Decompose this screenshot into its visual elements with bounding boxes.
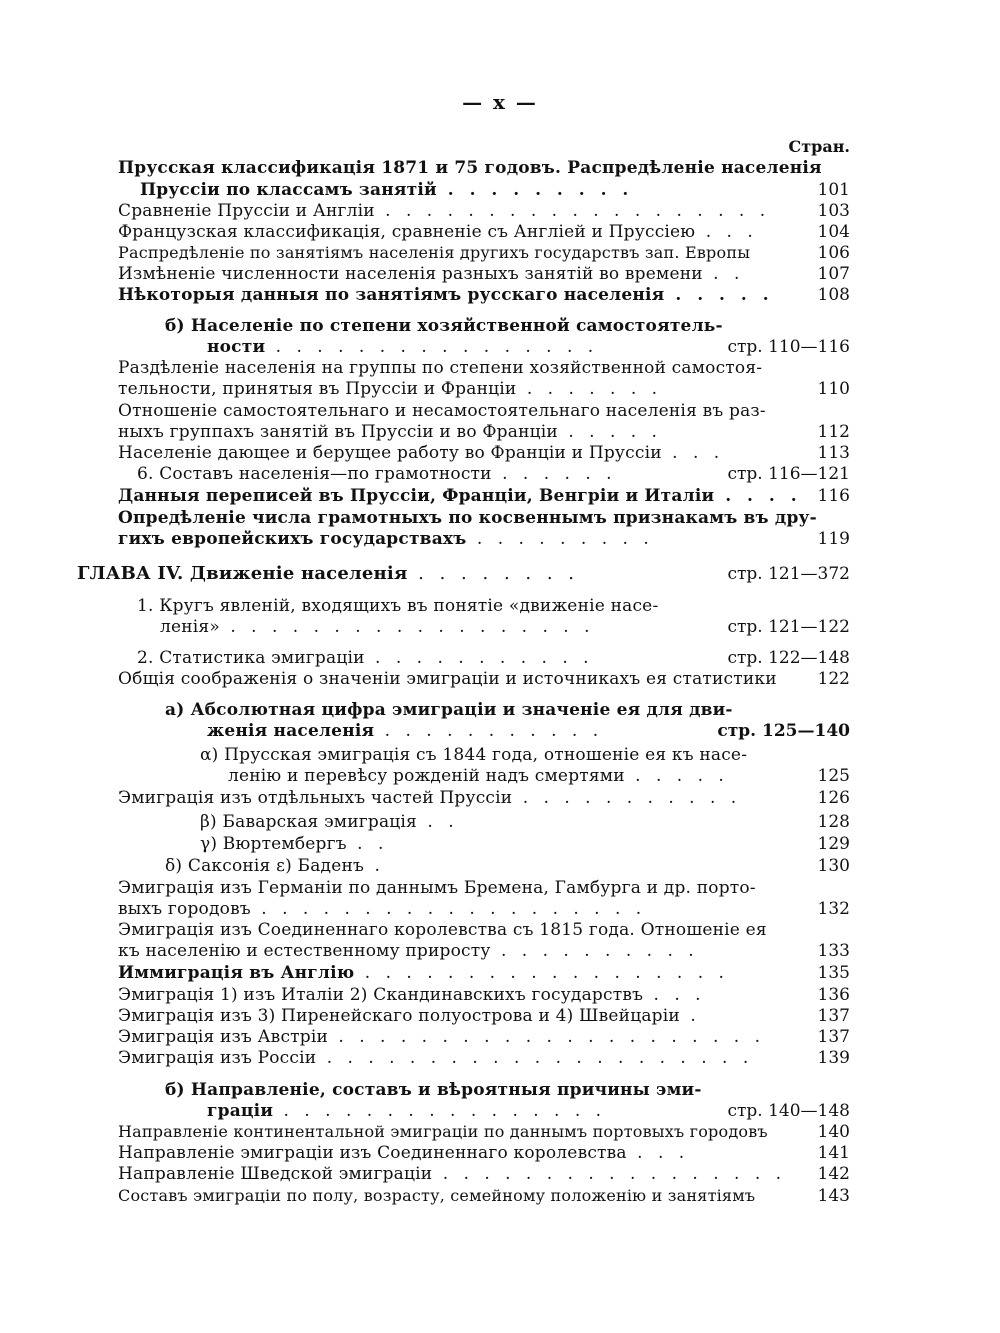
page-column-label: Стран. [788, 137, 850, 156]
toc-section-heading: ленія» . . . . . . . . . . . . . . . . . . [160, 617, 595, 637]
toc-page-number: 106 [817, 243, 850, 263]
toc-section-heading: б) Направленіе, составъ и вѣроятныя причины эми- [165, 1080, 702, 1100]
toc-page-number: 137 [817, 1027, 850, 1047]
toc-page-number: 125 [817, 766, 850, 786]
toc-entry-text: Направленіе эмиграціи изъ Соединеннаго королевства . . . [118, 1143, 690, 1163]
toc-page-number: 110 [817, 379, 850, 399]
toc-entry-text: Направленіе Шведской эмиграціи . . . . . . . . . . . . . . . . . [118, 1164, 787, 1184]
toc-entry-text: къ населенію и естественному приросту . . . . . . . . . . [118, 941, 699, 961]
toc-section-heading: б) Населеніе по степени хозяйственной самостоятель- [165, 316, 723, 336]
toc-entry-text: Сравненіе Пруссіи и Англіи . . . . . . . . . . . . . . . . . . . [118, 201, 771, 221]
toc-entry-text: выхъ городовъ . . . . . . . . . . . . . . . . . . . [118, 899, 647, 919]
toc-entry-text: Распредѣленіе по занятіямъ населенія другихъ государствъ зап. Европы [118, 243, 751, 262]
toc-page-number: 141 [817, 1143, 850, 1163]
toc-section-heading: а) Абсолютная цифра эмиграціи и значеніе ея для дви- [165, 700, 733, 720]
toc-entry-text: Эмиграція изъ Соединеннаго королевства съ 1815 года. Отношеніе ея [118, 920, 767, 940]
toc-entry-text: γ) Вюртембергъ . . [200, 834, 389, 854]
toc-entry-text: Эмиграція изъ отдѣльныхъ частей Пруссіи . . . . . . . . . . . [118, 788, 742, 808]
toc-page-number: 122 [817, 669, 850, 689]
toc-page-number: 130 [817, 856, 850, 876]
toc-page-number: 142 [817, 1164, 850, 1184]
toc-page-number: 132 [817, 899, 850, 919]
toc-section-heading: ности . . . . . . . . . . . . . . . . [207, 337, 599, 357]
toc-page-range: стр. 116—121 [727, 464, 850, 484]
toc-entry-text: Общія соображенія о значеніи эмиграціи и источникахъ ея статистики [118, 669, 777, 689]
toc-entry-text: Измѣненіе численности населенія разныхъ занятій во времени . . [118, 264, 745, 284]
toc-page-number: 137 [817, 1006, 850, 1026]
toc-entry-text: δ) Саксонія ε) Баденъ . [165, 856, 385, 876]
toc-page-number: 103 [817, 201, 850, 221]
toc-page-number: 135 [817, 963, 850, 983]
toc-entry-text: ныхъ группахъ занятій въ Пруссіи и во Франціи . . . . . [118, 422, 662, 442]
toc-entry-text: Эмиграція 1) изъ Италіи 2) Скандинавскихъ государствъ . . . [118, 985, 706, 1005]
toc-section-heading: 1. Кругъ явленій, входящихъ въ понятіе «движеніе насе- [137, 596, 659, 616]
toc-page-number: 139 [817, 1048, 850, 1068]
toc-entry-text: Иммиграція въ Англію . . . . . . . . . . . . . . . . . . [118, 963, 729, 983]
toc-entry-text: Прусская классификація 1871 и 75 годовъ. Распредѣленіе населенія [118, 158, 822, 178]
toc-page-range: стр. 110—116 [727, 337, 850, 357]
toc-page-number: 107 [817, 264, 850, 284]
toc-page-number: 119 [817, 529, 850, 549]
toc-page-number: 129 [817, 834, 850, 854]
toc-page-number: 126 [817, 788, 850, 808]
toc-entry-text: Пруссіи по классамъ занятій . . . . . . . . . [140, 180, 634, 200]
toc-page-number: 104 [817, 222, 850, 242]
toc-entry-text: Раздѣленіе населенія на группы по степени хозяйственной самостоя- [118, 358, 763, 378]
toc-entry-text: Опредѣленіе числа грамотныхъ по косвеннымъ признакамъ въ дру- [118, 508, 817, 528]
toc-page-number: 101 [817, 180, 850, 200]
toc-entry-text: Эмиграція изъ 3) Пиренейскаго полуострова и 4) Швейцаріи . [118, 1006, 701, 1026]
toc-page-number: 136 [817, 985, 850, 1005]
toc-page-range: стр. 121—122 [727, 617, 850, 637]
toc-page-range: стр. 122—148 [727, 648, 850, 668]
toc-section-heading: 6. Составъ населенія—по грамотности . . . . . . [137, 464, 617, 484]
toc-entry-text: Населеніе дающее и берущее работу во Франціи и Пруссіи . . . [118, 443, 725, 463]
toc-entry-text: Эмиграція изъ Австріи . . . . . . . . . . . . . . . . . . . . . [118, 1027, 765, 1047]
toc-entry-text: тельности, принятыя въ Пруссіи и Франціи . . . . . . . [118, 379, 663, 399]
toc-entry-text: Французская классификація, сравненіе съ Англіей и Пруссіею . . . [118, 222, 758, 242]
toc-page-range: стр. 140—148 [727, 1101, 850, 1121]
toc-entry-text: Данныя переписей въ Пруссіи, Франціи, Венгріи и Италіи . . . . [118, 486, 802, 506]
toc-section-heading: женія населенія . . . . . . . . . . . [207, 721, 604, 741]
toc-entry-text: Составъ эмиграціи по полу, возрасту, семейному положенію и занятіямъ [118, 1186, 756, 1205]
toc-entry-text: Отношеніе самостоятельнаго и несамостоятельнаго населенія въ раз- [118, 401, 766, 421]
toc-entry-text: Эмиграція изъ Россіи . . . . . . . . . . . . . . . . . . . . . [118, 1048, 754, 1068]
toc-page-number: 108 [817, 285, 850, 305]
toc-section-heading: 2. Статистика эмиграціи . . . . . . . . . . . [137, 648, 594, 668]
toc-page-number: 143 [817, 1186, 850, 1206]
toc-page-number: 113 [817, 443, 850, 463]
toc-page-number: 128 [817, 812, 850, 832]
page-header-roman-numeral: — x — [462, 90, 538, 114]
toc-page-number: 140 [817, 1122, 850, 1142]
toc-page-number: 112 [817, 422, 850, 442]
toc-entry-text: α) Прусская эмиграція съ 1844 года, отношеніе ея къ насе- [200, 745, 748, 765]
toc-entry-text: гихъ европейскихъ государствахъ . . . . . . . . . [118, 529, 654, 549]
toc-entry-text: ленію и перевѣсу рожденій надъ смертями . . . . . [228, 766, 729, 786]
toc-page-range: стр. 121—372 [727, 564, 850, 584]
toc-page-range: стр. 125—140 [717, 721, 850, 741]
toc-entry-text: Эмиграція изъ Германіи по даннымъ Бремена, Гамбурга и др. порто- [118, 878, 756, 898]
toc-page-number: 116 [817, 486, 850, 506]
toc-page-number: 133 [817, 941, 850, 961]
toc-entry-text: Направленіе континентальной эмиграціи по даннымъ портовыхъ городовъ [118, 1122, 768, 1141]
toc-section-heading: граціи . . . . . . . . . . . . . . . . [207, 1101, 607, 1121]
chapter-heading: ГЛАВА IV. Движеніе населенія . . . . . . . . [77, 563, 579, 584]
toc-entry-text: β) Баварская эмиграція . . [200, 812, 459, 832]
toc-entry-text: Нѣкоторыя данныя по занятіямъ русскаго населенія . . . . . [118, 285, 774, 305]
